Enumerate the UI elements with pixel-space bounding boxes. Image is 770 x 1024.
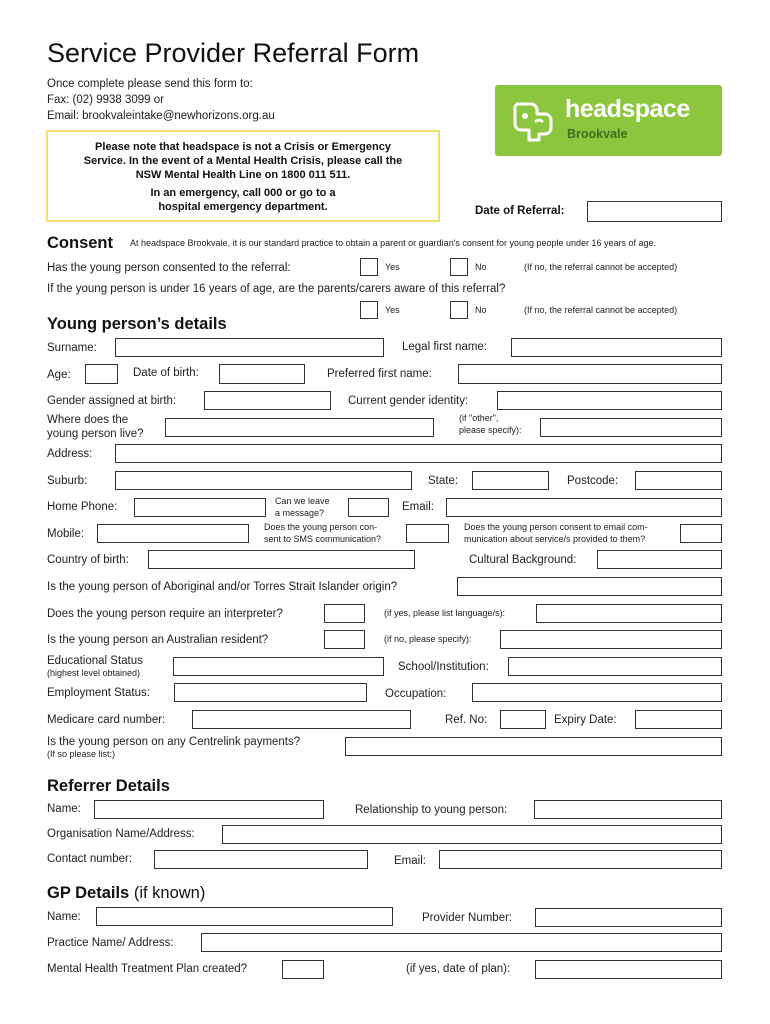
resident-specify-label: (if no, please specify): <box>384 634 472 644</box>
mhtp-date-label: (if yes, date of plan): <box>406 963 511 975</box>
contact-number-label: Contact number: <box>47 853 133 865</box>
other-specify-field[interactable] <box>540 418 722 437</box>
interpreter-label: Does the young person require an interpreter? <box>47 608 283 620</box>
notice-line-4: In an emergency, call 000 or go to a <box>150 187 336 199</box>
expiry-date-label: Expiry Date: <box>554 714 617 726</box>
sms-consent-label-1: Does the young person con- <box>264 522 378 532</box>
preferred-first-name-field[interactable] <box>458 364 722 384</box>
gender-at-birth-label: Gender assigned at birth: <box>47 395 177 407</box>
school-field[interactable] <box>508 657 722 676</box>
email-consent-field[interactable] <box>680 524 722 543</box>
languages-label: (if yes, please list language/s): <box>384 608 506 618</box>
yp-email-label: Email: <box>402 501 434 513</box>
centrelink-field[interactable] <box>345 737 722 756</box>
leave-message-label-2: a message? <box>275 508 325 518</box>
age-label: Age: <box>47 369 71 381</box>
surname-field[interactable] <box>115 338 384 357</box>
country-of-birth-label: Country of birth: <box>47 554 129 566</box>
sms-consent-field[interactable] <box>406 524 449 543</box>
date-of-birth-label: Date of birth: <box>133 367 199 379</box>
date-of-referral-label: Date of Referral: <box>475 205 565 217</box>
gp-name-field[interactable] <box>96 907 393 926</box>
resident-label: Is the young person an Australian resident? <box>47 634 269 646</box>
centrelink-sublabel: (If so please list:) <box>47 749 116 759</box>
mhtp-label: Mental Health Treatment Plan created? <box>47 963 248 975</box>
atsi-label: Is the young person of Aboriginal and/or Torres Strait Islander origin? <box>47 581 398 593</box>
instructions-line-2: Fax: (02) 9938 3099 or <box>47 94 164 106</box>
mobile-label: Mobile: <box>47 528 85 540</box>
school-label: School/Institution: <box>398 661 489 673</box>
referrer-email-label: Email: <box>394 855 426 867</box>
resident-specify-field[interactable] <box>500 630 722 649</box>
postcode-label: Postcode: <box>567 475 619 487</box>
suburb-label: Suburb: <box>47 475 88 487</box>
occupation-label: Occupation: <box>385 688 447 700</box>
country-of-birth-field[interactable] <box>148 550 415 569</box>
yp-email-field[interactable] <box>446 498 722 517</box>
gender-identity-field[interactable] <box>497 391 722 410</box>
referrer-heading: Referrer Details <box>47 777 170 795</box>
young-person-heading: Young person’s details <box>47 315 227 333</box>
headspace-mark-icon <box>509 96 557 144</box>
notice-line-3: NSW Mental Health Line on 1800 011 511. <box>135 169 351 181</box>
logo-brand: headspace <box>565 95 690 123</box>
gp-name-label: Name: <box>47 911 81 923</box>
consent-heading: Consent <box>47 234 113 252</box>
medicare-label: Medicare card number: <box>47 714 166 726</box>
atsi-field[interactable] <box>457 577 722 596</box>
crisis-notice <box>46 130 440 222</box>
occupation-field[interactable] <box>472 683 722 702</box>
consent-q2-no-label: No <box>475 305 487 315</box>
where-live-label-2: young person live? <box>47 428 144 440</box>
consent-q2-yes-checkbox[interactable] <box>360 301 378 319</box>
headspace-logo <box>495 85 722 156</box>
consent-q1-label: Has the young person consented to the referral: <box>47 262 291 274</box>
resident-field[interactable] <box>324 630 365 649</box>
interpreter-field[interactable] <box>324 604 365 623</box>
organisation-label: Organisation Name/Address: <box>47 828 195 840</box>
mhtp-field[interactable] <box>282 960 324 979</box>
preferred-first-name-label: Preferred first name: <box>327 368 432 380</box>
gp-heading-suffix: (if known) <box>129 884 206 902</box>
home-phone-field[interactable] <box>134 498 266 517</box>
cultural-background-label: Cultural Background: <box>469 554 577 566</box>
date-of-referral-field[interactable] <box>587 201 722 222</box>
where-live-label-1: Where does the <box>47 414 129 426</box>
educational-status-label: Educational Status <box>47 655 143 667</box>
postcode-field[interactable] <box>635 471 722 490</box>
consent-q1-no-label: No <box>475 262 487 272</box>
suburb-field[interactable] <box>115 471 412 490</box>
practice-label: Practice Name/ Address: <box>47 937 174 949</box>
consent-q2-note: (If no, the referral cannot be accepted) <box>524 305 678 315</box>
instructions-line-1: Once complete please send this form to: <box>47 78 253 90</box>
logo-location: Brookvale <box>567 127 628 141</box>
ref-no-label: Ref. No: <box>445 714 488 726</box>
employment-status-label: Employment Status: <box>47 687 150 699</box>
surname-label: Surname: <box>47 342 97 354</box>
instructions-line-3: Email: brookvaleintake@newhorizons.org.au <box>47 110 275 122</box>
other-specify-label-2: please specify): <box>459 425 522 435</box>
consent-q2-label: If the young person is under 16 years of age, are the parents/carers aware of this referral? <box>47 283 506 295</box>
address-label: Address: <box>47 448 93 460</box>
notice-line-5: hospital emergency department. <box>158 201 328 213</box>
gp-heading <box>47 884 205 903</box>
page-title: Service Provider Referral Form <box>47 38 420 68</box>
notice-line-2: Service. In the event of a Mental Health Crisis, please call the <box>83 155 403 167</box>
cultural-background-field[interactable] <box>597 550 722 569</box>
practice-field[interactable] <box>201 933 722 952</box>
referrer-name-label: Name: <box>47 803 81 815</box>
languages-field[interactable] <box>536 604 722 623</box>
leave-message-label-1: Can we leave <box>275 496 330 506</box>
state-field[interactable] <box>472 471 549 490</box>
email-consent-label-1: Does the young person consent to email com- <box>464 522 648 532</box>
consent-intro: At headspace Brookvale, it is our standard practice to obtain a parent or guardian's consent for young people under 16 years of age. <box>130 238 657 248</box>
ref-no-field[interactable] <box>500 710 546 729</box>
email-consent-label-2: munication about service/s provided to them? <box>464 534 646 544</box>
where-live-field[interactable] <box>165 418 434 437</box>
mobile-field[interactable] <box>97 524 249 543</box>
relationship-field[interactable] <box>534 800 722 819</box>
expiry-date-field[interactable] <box>635 710 722 729</box>
provider-number-label: Provider Number: <box>422 912 513 924</box>
educational-status-sublabel: (highest level obtained) <box>47 668 141 678</box>
leave-message-field[interactable] <box>348 498 389 517</box>
relationship-label: Relationship to young person: <box>355 804 508 816</box>
state-label: State: <box>428 475 459 487</box>
age-field[interactable] <box>85 364 118 384</box>
gp-heading-main: GP Details <box>47 884 130 902</box>
gender-at-birth-field[interactable] <box>204 391 331 410</box>
date-of-birth-field[interactable] <box>219 364 305 384</box>
address-field[interactable] <box>115 444 722 463</box>
educational-status-field[interactable] <box>173 657 384 676</box>
referrer-name-field[interactable] <box>94 800 324 819</box>
consent-q1-no-checkbox[interactable] <box>450 258 468 276</box>
contact-number-field[interactable] <box>154 850 368 869</box>
notice-line-1: Please note that headspace is not a Crisis or Emergency <box>95 141 391 153</box>
centrelink-label: Is the young person on any Centrelink payments? <box>47 736 301 748</box>
consent-q1-note: (If no, the referral cannot be accepted) <box>524 262 678 272</box>
legal-first-name-label: Legal first name: <box>402 341 488 353</box>
mhtp-date-field[interactable] <box>535 960 722 979</box>
sms-consent-label-2: sent to SMS communication? <box>264 534 382 544</box>
employment-status-field[interactable] <box>174 683 367 702</box>
consent-q2-yes-label: Yes <box>385 305 400 315</box>
provider-number-field[interactable] <box>535 908 722 927</box>
other-specify-label-1: (if "other", <box>459 413 499 423</box>
home-phone-label: Home Phone: <box>47 501 118 513</box>
consent-q1-yes-label: Yes <box>385 262 400 272</box>
legal-first-name-field[interactable] <box>511 338 722 357</box>
consent-q2-no-checkbox[interactable] <box>450 301 468 319</box>
referrer-email-field[interactable] <box>439 850 722 869</box>
consent-q1-yes-checkbox[interactable] <box>360 258 378 276</box>
organisation-field[interactable] <box>222 825 722 844</box>
gender-identity-label: Current gender identity: <box>348 395 469 407</box>
medicare-field[interactable] <box>192 710 411 729</box>
